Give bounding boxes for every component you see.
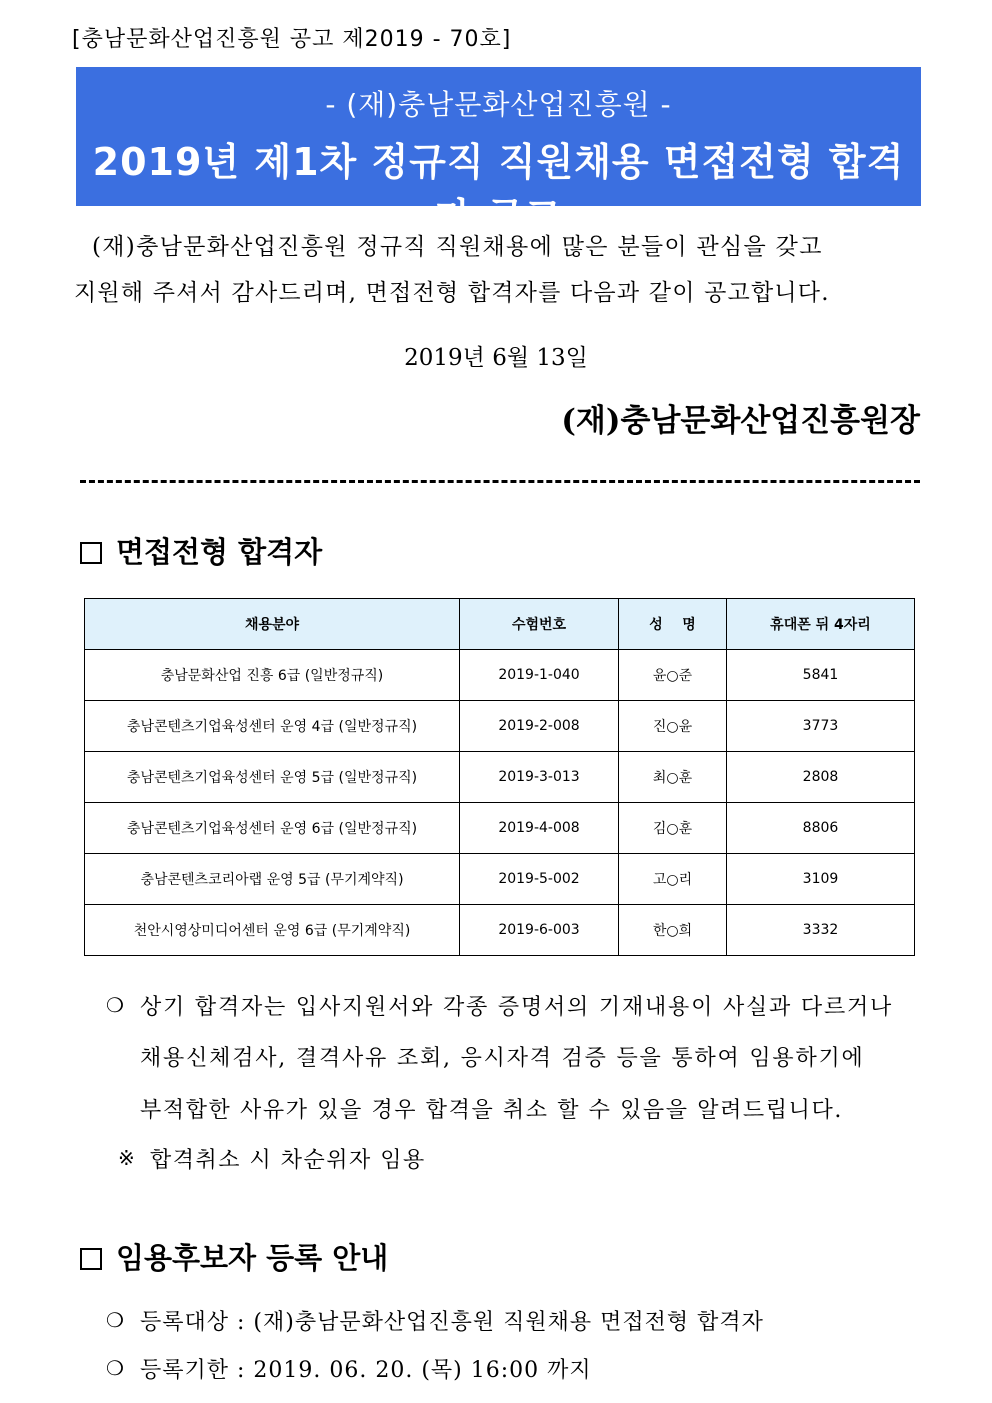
- table-row: [85, 650, 915, 701]
- table-header-row: [85, 599, 915, 650]
- cell-field: 충남콘텐츠코리아랩 운영 5급 (무기계약직): [85, 854, 460, 905]
- banner-title: 2019년 제1차 정규직 직원채용 면접전형 합격자 공고: [92, 140, 905, 239]
- circle-bullet-icon: ❍: [106, 1356, 124, 1380]
- circle-bullet-icon: ❍: [106, 993, 124, 1017]
- cell-exam-number: 2019-5-002: [460, 854, 619, 905]
- cell-phone: 5841: [727, 650, 915, 701]
- note-line-3: 부적합한 사유가 있을 경우 합격을 취소 할 수 있음을 알려드립니다.: [140, 1098, 843, 1123]
- results-table: [84, 598, 915, 956]
- signer: (재)충남문화산업진흥원장: [561, 403, 920, 439]
- cell-field: 충남콘텐츠기업육성센터 운영 4급 (일반정규직): [85, 701, 460, 752]
- intro-line-1: (재)충남문화산업진흥원 정규직 직원채용에 많은 분들이 관심을 갖고: [92, 234, 823, 260]
- cell-name: 진○윤: [619, 701, 727, 752]
- note-remark: 합격취소 시 차순위자 임용: [150, 1148, 426, 1173]
- header-exam-number: 수험번호: [460, 599, 619, 650]
- cell-exam-number: 2019-3-013: [460, 752, 619, 803]
- section-title: 면접전형 합격자: [116, 535, 323, 569]
- section-heading-registration: [80, 1236, 388, 1277]
- cell-name: 김○훈: [619, 803, 727, 854]
- cell-name: 고○리: [619, 854, 727, 905]
- cell-phone: 3773: [727, 701, 915, 752]
- note-line-2: 채용신체검사, 결격사유 조회, 응시자격 검증 등을 통하여 임용하기에: [140, 1046, 865, 1071]
- reference-mark-icon: ※: [118, 1146, 135, 1170]
- registration-deadline: 등록기한 : 2019. 06. 20. (목) 16:00 까지: [140, 1358, 592, 1383]
- cell-field: 충남콘텐츠기업육성센터 운영 6급 (일반정규직): [85, 803, 460, 854]
- cell-exam-number: 2019-4-008: [460, 803, 619, 854]
- cell-phone: 8806: [727, 803, 915, 854]
- note-line-1: 상기 합격자는 입사지원서와 각종 증명서의 기재내용이 사실과 다르거나: [140, 995, 894, 1020]
- cell-name: 최○훈: [619, 752, 727, 803]
- section-heading-interview-passers: [80, 530, 322, 571]
- notice-date: 2019년 6월 13일: [404, 345, 588, 371]
- dashed-divider: [80, 480, 920, 483]
- table-row: [85, 701, 915, 752]
- header-name: 성 명: [619, 599, 727, 650]
- cell-name: 한○희: [619, 905, 727, 956]
- cell-field: 천안시영상미디어센터 운영 6급 (무기계약직): [85, 905, 460, 956]
- table-row: [85, 854, 915, 905]
- intro-line-2: 지원해 주셔서 감사드리며, 면접전형 합격자를 다음과 같이 공고합니다.: [74, 280, 830, 306]
- table-row: [85, 803, 915, 854]
- checkbox-square-icon: [80, 542, 102, 564]
- table-row: [85, 752, 915, 803]
- header-field: 채용분야: [85, 599, 460, 650]
- section-title: 임용후보자 등록 안내: [116, 1241, 389, 1275]
- notice-number: [충남문화산업진흥원 공고 제2019 - 70호]: [72, 27, 512, 52]
- cell-phone: 3332: [727, 905, 915, 956]
- cell-exam-number: 2019-1-040: [460, 650, 619, 701]
- banner-subtitle: - (재)충남문화산업진흥원 -: [325, 88, 672, 121]
- checkbox-square-icon: [80, 1248, 102, 1270]
- circle-bullet-icon: ❍: [106, 1308, 124, 1332]
- cell-phone: 2808: [727, 752, 915, 803]
- header-phone-last4: 휴대폰 뒤 4자리: [727, 599, 915, 650]
- cell-name: 윤○준: [619, 650, 727, 701]
- cell-exam-number: 2019-6-003: [460, 905, 619, 956]
- cell-phone: 3109: [727, 854, 915, 905]
- registration-target: 등록대상 : (재)충남문화산업진흥원 직원채용 면접전형 합격자: [140, 1310, 764, 1335]
- cell-field: 충남문화산업 진흥 6급 (일반정규직): [85, 650, 460, 701]
- table-row: [85, 905, 915, 956]
- cell-exam-number: 2019-2-008: [460, 701, 619, 752]
- title-banner: [76, 67, 921, 239]
- cell-field: 충남콘텐츠기업육성센터 운영 5급 (일반정규직): [85, 752, 460, 803]
